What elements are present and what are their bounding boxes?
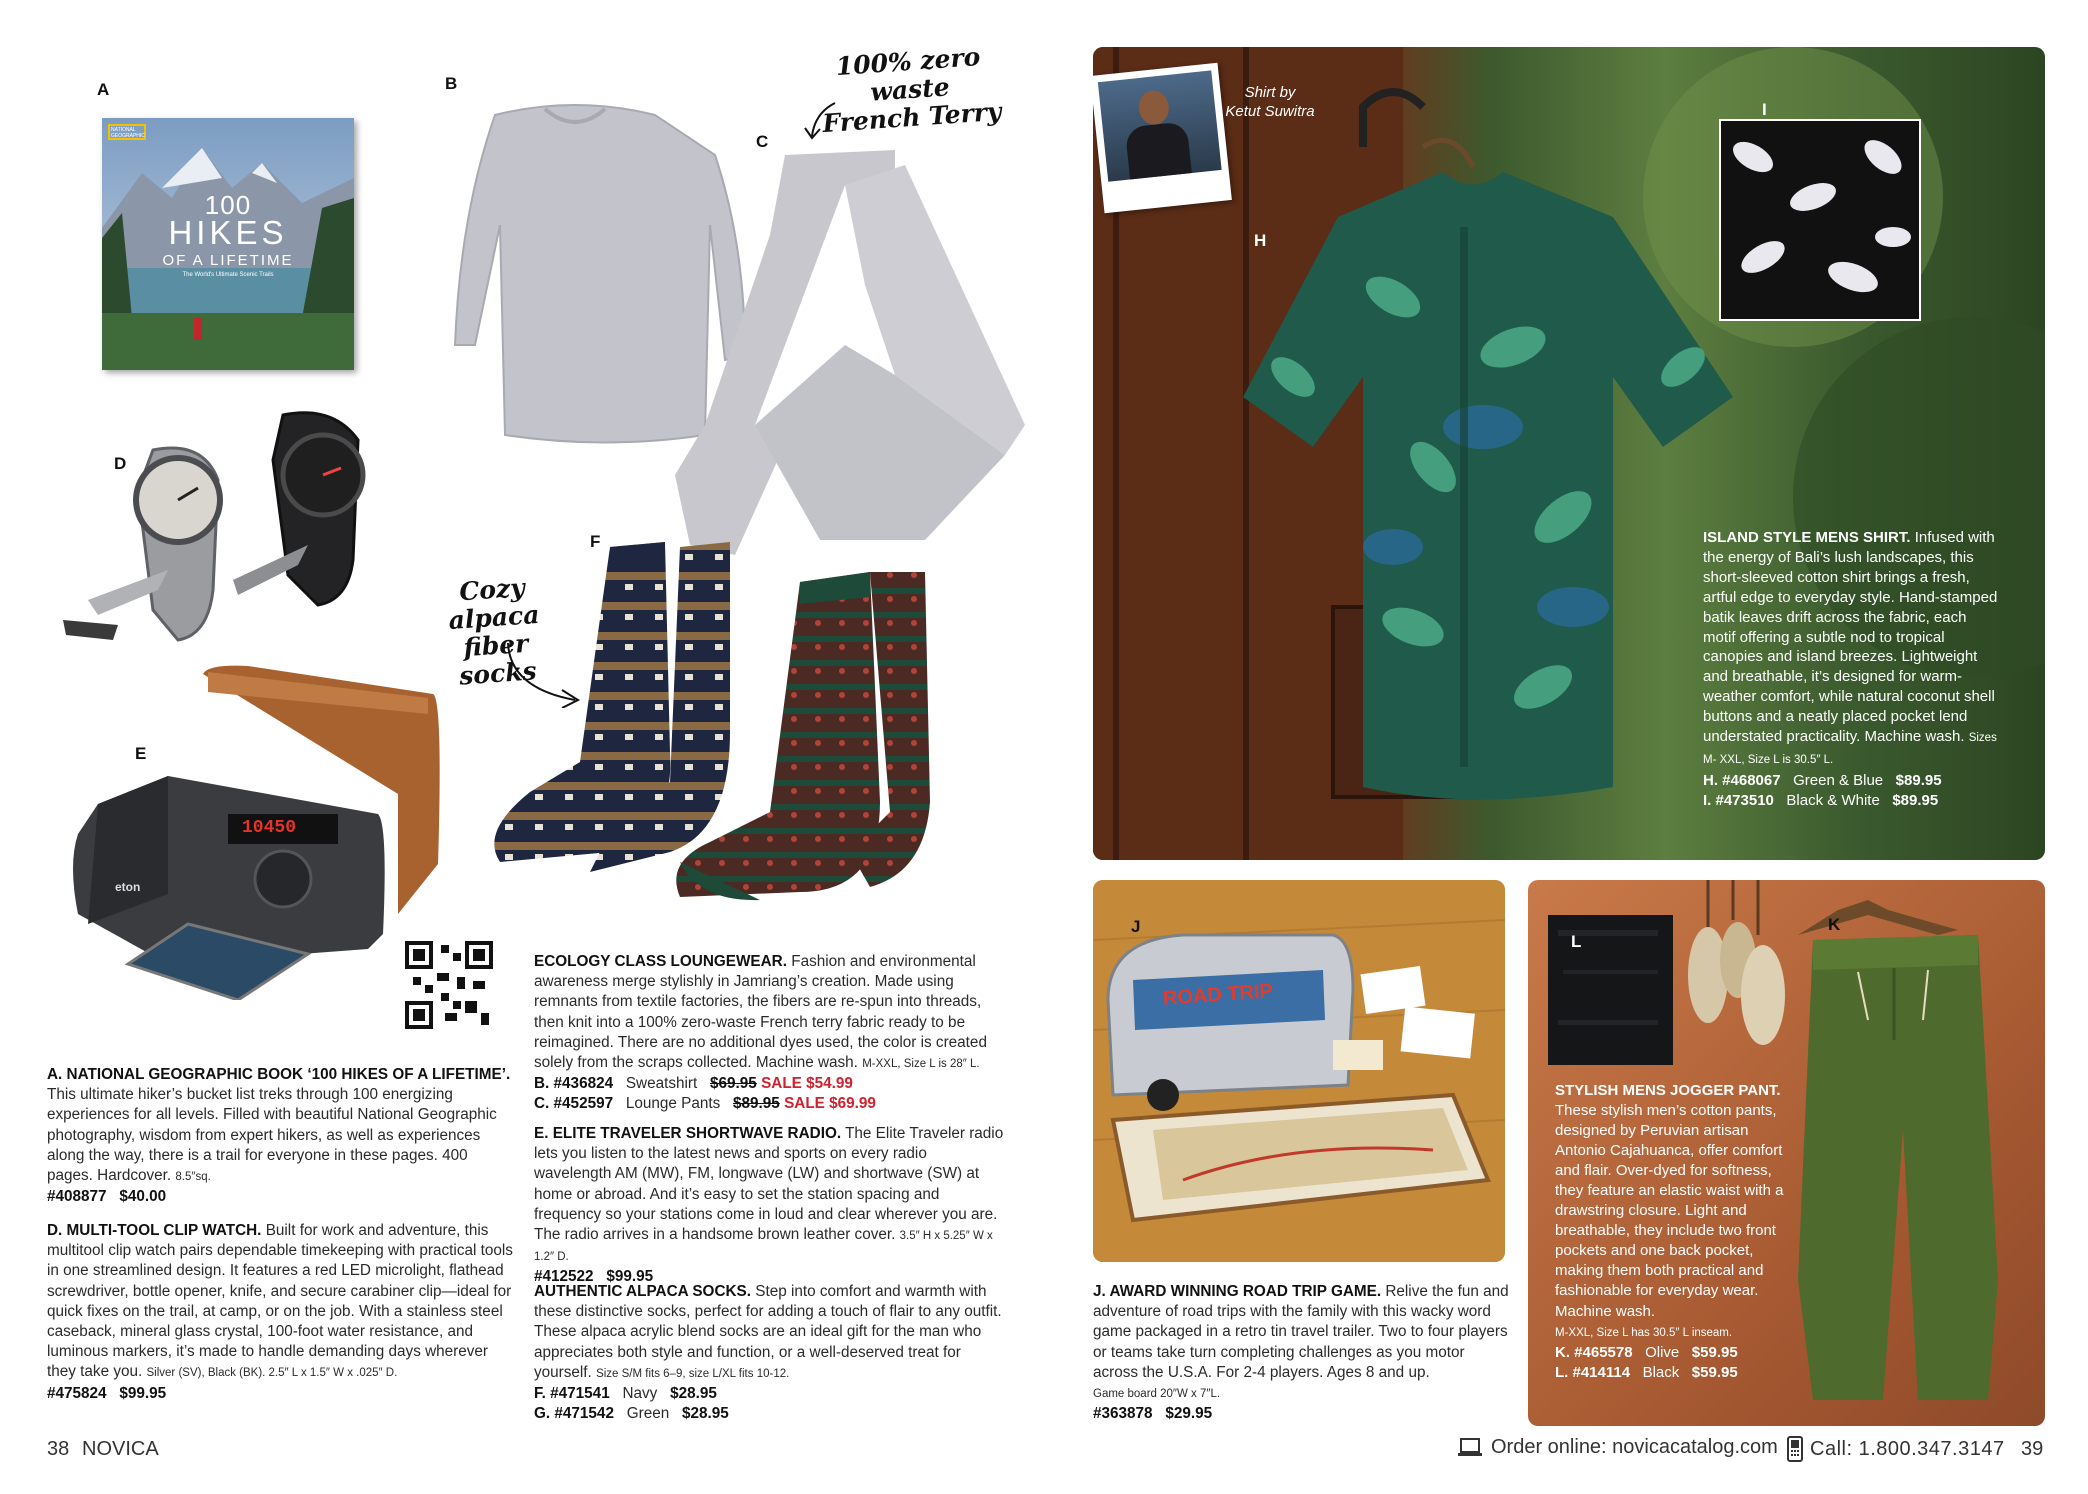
- book-number: 100: [204, 190, 252, 220]
- product-k-color: Olive: [1645, 1343, 1680, 1361]
- product-i-price: $89.95: [1892, 791, 1939, 809]
- product-a-description: [47, 1065, 517, 1207]
- product-j-price: $29.95: [1165, 1405, 1213, 1423]
- loungewear-image: [425, 95, 1035, 565]
- artisan-credit: [1205, 83, 1335, 121]
- product-e-title: E. ELITE TRAVELER SHORTWAVE RADIO.: [534, 1125, 842, 1142]
- socks-size: Size S/M fits 6–9, size L/XL fits 10-12.: [596, 1367, 790, 1380]
- book-subtitle: OF A LIFETIME: [162, 252, 294, 269]
- page-number-right: 39: [2021, 1438, 2044, 1460]
- call-link[interactable]: [1786, 1436, 2005, 1462]
- shirt-body: Infused with the energy of Bali’s lush landscapes, this short-sleeved cotton shirt brings a fresh, artful edge to everyday style. Hand-stamped batik leaves drift across the fabric, each motif offering a subtle nod to tropical canopies and island breezes. Lightweight and breathable, it’s designed for warm-weather comfort, while natural coconut shell buttons and a neatly placed pocket lend understated practicality. Machine wash.: [1703, 529, 1998, 746]
- product-a-title: A. NATIONAL GEOGRAPHIC BOOK ‘100 HIKES OF A LIFETIME’.: [47, 1066, 511, 1083]
- loungewear-title: ECOLOGY CLASS LOUNGEWEAR.: [534, 953, 787, 970]
- game-tin-title: ROAD TRIP: [1162, 980, 1274, 1010]
- label-i: I: [1762, 100, 1767, 119]
- laptop-icon: [1457, 1437, 1483, 1459]
- label-e: E: [135, 744, 147, 763]
- product-g-color: Green: [626, 1405, 670, 1423]
- product-d-description: [47, 1221, 517, 1404]
- book-title: HIKES: [168, 214, 288, 251]
- callout-terry-line2: French Terry: [821, 96, 1003, 139]
- book-image: [102, 118, 354, 370]
- product-e-sku: #412522: [534, 1268, 594, 1286]
- product-j-description: [1093, 1282, 1513, 1424]
- arrow-icon: [800, 98, 850, 143]
- label-a: A: [97, 80, 110, 99]
- pants-description: [1555, 1081, 1785, 1383]
- label-c: C: [756, 132, 769, 151]
- artisan-credit-line2: Ketut Suwitra: [1225, 103, 1315, 120]
- product-a-body: This ultimate hiker’s bucket list treks through 100 energizing experiences for all levels. Filled with beautiful National Geographic photography, wisdom from expert hikers, as well as experiences along the way, there is a trail for everyone in these pages. 400 pages. Hardcover.: [47, 1086, 497, 1185]
- call-text: Call: 1.800.347.3147: [1810, 1437, 2005, 1460]
- order-online-text: Order online: novicacatalog.com: [1491, 1436, 1778, 1458]
- product-j-body: Relive the fun and adventure of road trips with the family with this wacky word game packaged in a retro tin travel trailer. Two to four players or teams take turn completing challenges as you motor across the U.S.A. For 2-4 players. Ages 8 and up.: [1093, 1283, 1509, 1381]
- road-trip-panel: [1093, 880, 1505, 1262]
- product-b-sku: B. #436824: [534, 1075, 614, 1093]
- label-l: L: [1571, 932, 1582, 951]
- page-number-left: 38: [47, 1438, 70, 1460]
- label-f: F: [590, 532, 601, 551]
- product-c-name: Lounge Pants: [625, 1095, 721, 1113]
- product-l-color: Black: [1642, 1363, 1680, 1381]
- product-i-sku: I. #473510: [1703, 791, 1774, 809]
- label-b: B: [445, 74, 458, 93]
- product-g-price: $28.95: [681, 1405, 729, 1423]
- loungewear-description: [534, 952, 1004, 1115]
- product-a-price: $40.00: [119, 1188, 167, 1206]
- product-h-sku: H. #468067: [1703, 771, 1781, 789]
- callout-terry-line1: 100% zero waste: [834, 42, 982, 107]
- product-c-original-price: $89.95: [733, 1095, 780, 1113]
- socks-image: [470, 532, 970, 912]
- product-f-color: Navy: [622, 1385, 658, 1403]
- product-e-body: The Elite Traveler radio lets you listen to the latest news and sports on every radio wavelength AM (MW), FM, longwave (LW) and shortwave (SW) at home or abroad. And it’s easy to set the station spacing and frequency so your stations come in loud and clear wherever you are. The radio arrives in a handsome brown leather cover.: [534, 1125, 1004, 1244]
- product-j-title: J. AWARD WINNING ROAD TRIP GAME.: [1093, 1283, 1382, 1300]
- clip-watch-image: [58, 400, 398, 660]
- qr-code[interactable]: [405, 941, 493, 1029]
- label-j: J: [1131, 917, 1141, 936]
- product-d-title: D. MULTI-TOOL CLIP WATCH.: [47, 1222, 262, 1239]
- product-b-name: Sweatshirt: [625, 1075, 698, 1093]
- product-g-sku: G. #471542: [534, 1405, 614, 1423]
- radio-brand: eton: [115, 880, 141, 894]
- artisan-credit-line1: Shirt by: [1244, 84, 1296, 101]
- product-a-sku: #408877: [47, 1188, 107, 1206]
- radio-display: 10450: [242, 818, 297, 838]
- shirt-title: ISLAND STYLE MENS SHIRT.: [1703, 529, 1911, 546]
- product-e-size: 3.5″ H x 5.25″ W x 1.2″ D.: [534, 1230, 993, 1264]
- product-i-color: Black & White: [1786, 791, 1880, 809]
- product-j-size: Game board 20″W x 7″L.: [1093, 1388, 1221, 1401]
- product-e-price: $99.95: [606, 1268, 654, 1286]
- product-d-price: $99.95: [119, 1384, 167, 1402]
- socks-title: AUTHENTIC ALPACA SOCKS.: [534, 1283, 751, 1300]
- product-l-sku: L. #414114: [1555, 1363, 1631, 1381]
- shirt-description: [1703, 528, 2003, 811]
- loungewear-body: Fashion and environmental awareness merge stylishly in Jamriang’s creation. Made using remnants from textile factories, the fibers are re-spun into threads, then knit into a 100% zero-waste French terry fabric ready to be reimagined. There are no additional dyes used, the color is created solely from the scraps collected. Machine wash.: [534, 953, 987, 1072]
- pants-title: STYLISH MENS JOGGER PANT.: [1555, 1082, 1781, 1099]
- shirt-size: Sizes M- XXL, Size L is 30.5″ L.: [1703, 732, 1997, 766]
- pants-body: These stylish men’s cotton pants, designed by Peruvian artisan Antonio Cajahuanca, offer comfort and flair. Over-dyed for softness, they feature an elastic waist with a drawstring closure. Light and breathable, they include two front pockets and one back pocket, making them both practical and fashionable for everyday wear. Machine wash.: [1555, 1102, 1784, 1320]
- label-h: H: [1254, 231, 1267, 250]
- pants-size: M-XXL, Size L has 30.5″ L inseam.: [1555, 1326, 1733, 1339]
- product-f-price: $28.95: [670, 1385, 717, 1403]
- product-f-sku: F. #471541: [534, 1385, 610, 1403]
- product-c-sku: C. #452597: [534, 1095, 614, 1113]
- product-j-sku: #363878: [1093, 1405, 1153, 1423]
- brand-name: NOVICA: [82, 1438, 159, 1460]
- product-l-price: $59.95: [1691, 1363, 1738, 1381]
- product-b-original-price: $69.95: [710, 1075, 757, 1093]
- label-d: D: [114, 454, 127, 473]
- label-k: K: [1828, 915, 1841, 934]
- product-d-sku: #475824: [47, 1384, 107, 1402]
- publisher-logo: NATIONAL GEOGRAPHIC: [108, 124, 146, 140]
- order-online-link[interactable]: [1457, 1436, 1778, 1459]
- socks-description: [534, 1282, 1004, 1424]
- product-e-description: [534, 1124, 1004, 1288]
- callout-socks-line2: fiber socks: [458, 628, 538, 691]
- product-c-sale-price: SALE $69.99: [784, 1095, 876, 1113]
- product-d-size: Silver (SV), Black (BK). 2.5″ L x 1.5″ W x .025″ D.: [146, 1367, 398, 1380]
- product-k-price: $59.95: [1691, 1343, 1738, 1361]
- callout-socks-line1: Cozy alpaca: [447, 572, 541, 636]
- product-a-size: 8.5″sq.: [175, 1171, 211, 1184]
- product-b-sale-price: SALE $54.99: [761, 1075, 853, 1093]
- product-k-sku: K. #465578: [1555, 1343, 1633, 1361]
- product-d-body: Built for work and adventure, this multitool clip watch pairs dependable timekeeping with practical tools in one streamlined design. It features a red LED microlight, flathead screwdriver, bottle opener, knife, and secure carabiner clip—ideal for quick fixes on the trail, at camp, or on the job. With a stainless steel caseback, mineral glass crystal, 100-foot water resistance, and luminous markers, it’s made to handle demanding days wherever they take you.: [47, 1222, 513, 1381]
- phone-icon: [1786, 1436, 1804, 1462]
- book-tagline: The World's Ultimate Scenic Trails: [182, 272, 274, 278]
- product-h-color: Green & Blue: [1793, 771, 1884, 789]
- product-h-price: $89.95: [1895, 771, 1942, 789]
- socks-body: Step into comfort and warmth with these distinctive socks, perfect for adding a touch of flair to any outfit. These alpaca acrylic blend socks are an ideal gift for the man who appreciates both style and function, or a well-deserved treat for yourself.: [534, 1283, 1002, 1381]
- loungewear-size: M-XXL, Size L is 28″ L.: [862, 1058, 980, 1071]
